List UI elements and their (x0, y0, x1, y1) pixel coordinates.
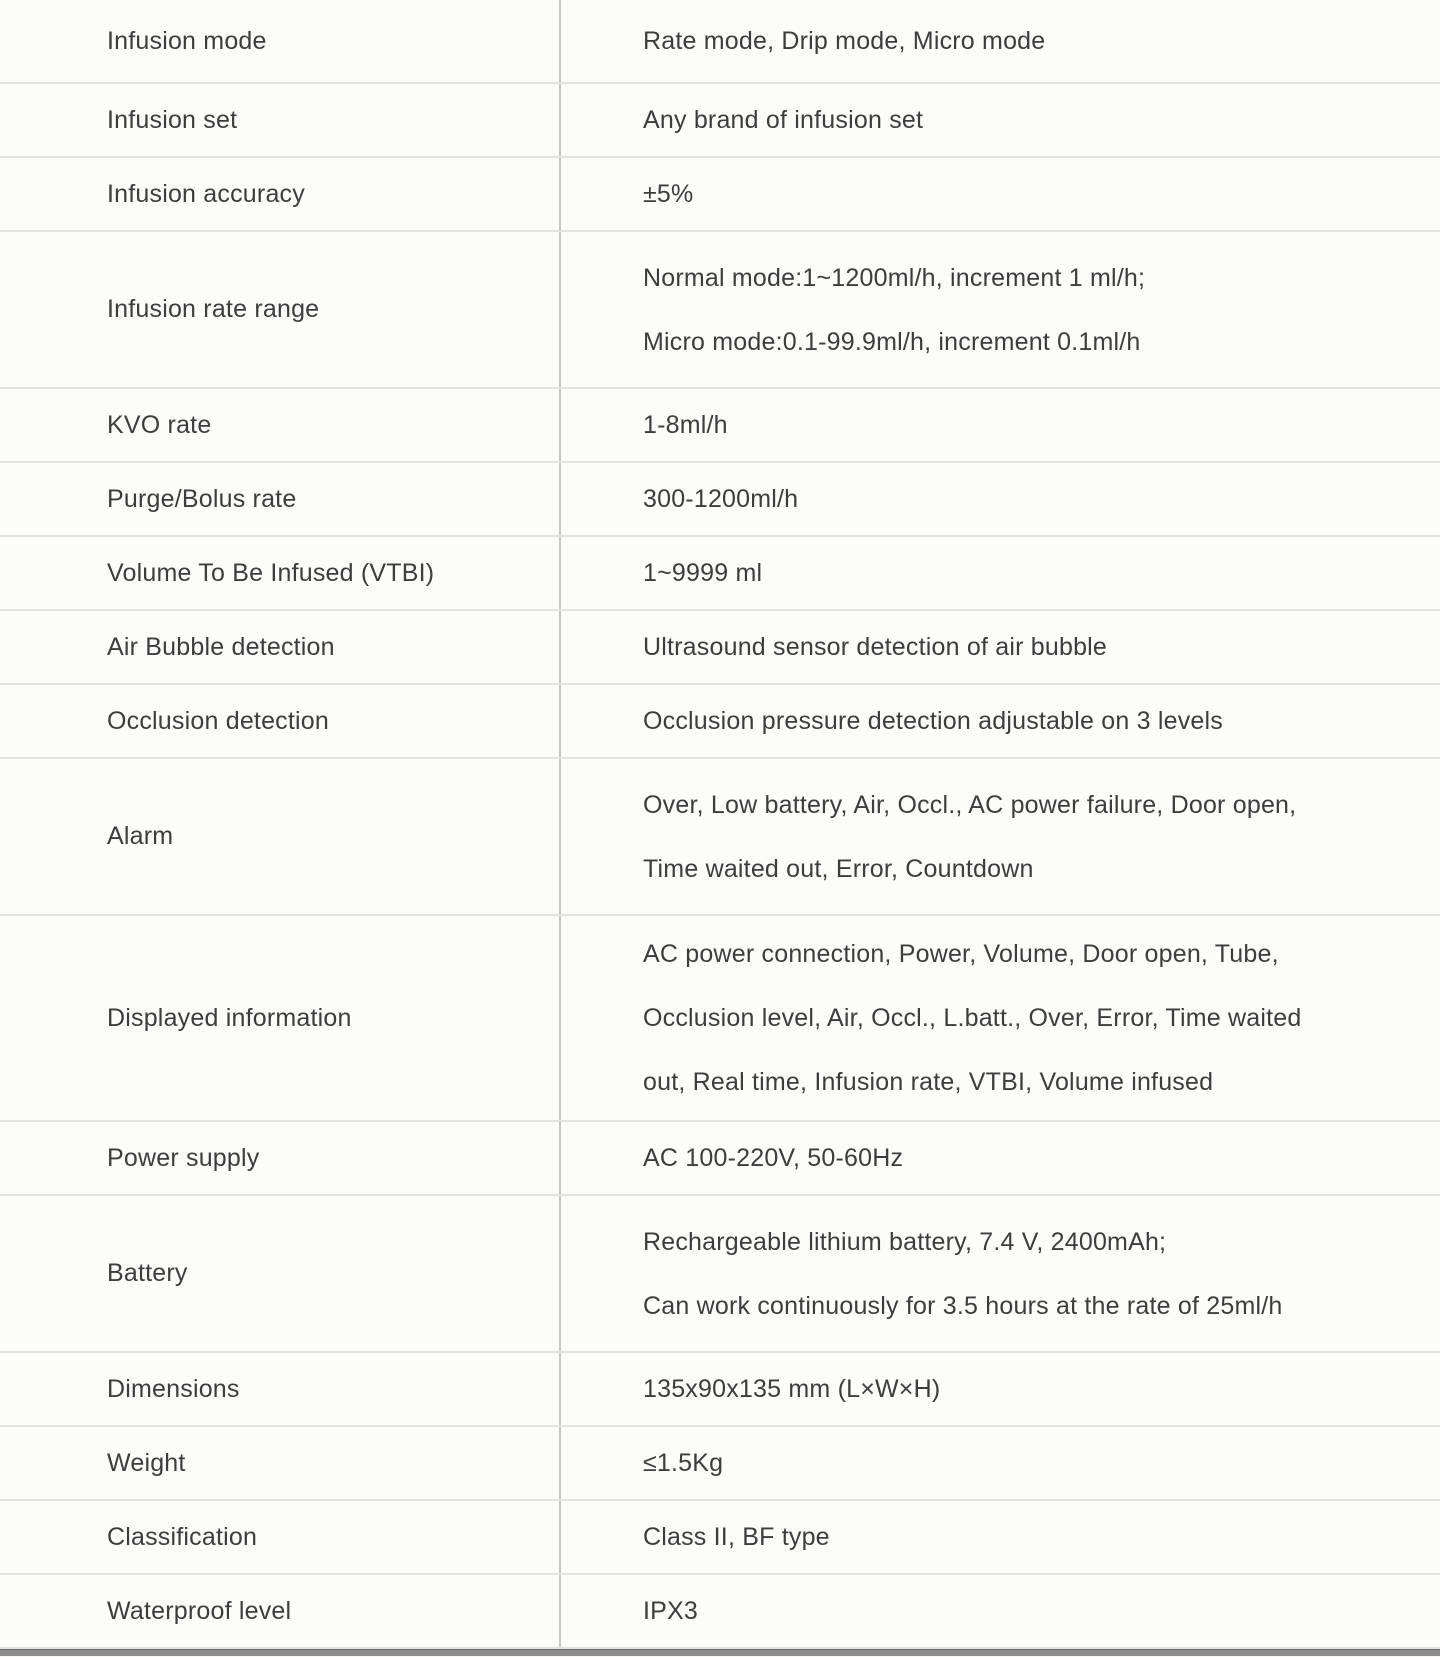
spec-label: Weight (0, 1427, 561, 1499)
table-row (0, 611, 1440, 685)
table-row (0, 1501, 1440, 1575)
spec-value (561, 232, 1440, 387)
spec-value (561, 1122, 1440, 1194)
value-line: ±5% (643, 180, 694, 208)
table-row (0, 158, 1440, 232)
table-row (0, 1196, 1440, 1353)
spec-value (561, 158, 1440, 230)
spec-label: Air Bubble detection (0, 611, 561, 683)
footer-bar (0, 1649, 1440, 1656)
spec-value (561, 1196, 1440, 1351)
spec-label: Dimensions (0, 1353, 561, 1425)
spec-value (561, 916, 1440, 1120)
spec-label: Infusion set (0, 84, 561, 156)
value-line: Ultrasound sensor detection of air bubble (643, 633, 1108, 661)
value-line: AC power connection, Power, Volume, Door open, Tube, (643, 940, 1279, 968)
value-line: Occlusion level, Air, Occl., L.batt., Over, Error, Time waited (643, 1004, 1302, 1032)
spec-label: Power supply (0, 1122, 561, 1194)
spec-value (561, 759, 1440, 914)
spec-label: Infusion rate range (0, 232, 561, 387)
table-row (0, 232, 1440, 389)
table-row (0, 537, 1440, 611)
spec-value (561, 1575, 1440, 1647)
value-line: Rate mode, Drip mode, Micro mode (643, 27, 1046, 55)
spec-value (561, 1501, 1440, 1573)
spec-value (561, 685, 1440, 757)
spec-label: Purge/Bolus rate (0, 463, 561, 535)
table-row (0, 1427, 1440, 1501)
value-line: IPX3 (643, 1597, 698, 1625)
spec-label: KVO rate (0, 389, 561, 461)
value-line: 135x90x135 mm (L×W×H) (643, 1375, 941, 1403)
value-line: Normal mode:1~1200ml/h, increment 1 ml/h; (643, 263, 1146, 292)
value-line: AC 100-220V, 50-60Hz (643, 1144, 904, 1172)
spec-label: Infusion mode (0, 0, 561, 82)
table-row (0, 0, 1440, 84)
value-line: Rechargeable lithium battery, 7.4 V, 2400mAh; (643, 1227, 1167, 1256)
spec-label: Alarm (0, 759, 561, 914)
value-line: Any brand of infusion set (643, 106, 924, 134)
table-row (0, 1575, 1440, 1649)
spec-value (561, 84, 1440, 156)
spec-value (561, 537, 1440, 609)
spec-label: Occlusion detection (0, 685, 561, 757)
table-row (0, 1353, 1440, 1427)
spec-label: Classification (0, 1501, 561, 1573)
spec-value (561, 1427, 1440, 1499)
table-row (0, 685, 1440, 759)
spec-label: Displayed information (0, 916, 561, 1120)
value-line: Time waited out, Error, Countdown (643, 854, 1034, 883)
value-line: ≤1.5Kg (643, 1449, 724, 1477)
spec-value (561, 1353, 1440, 1425)
spec-label: Infusion accuracy (0, 158, 561, 230)
value-line: Class II, BF type (643, 1523, 830, 1551)
value-line: 1~9999 ml (643, 559, 763, 587)
spec-value (561, 389, 1440, 461)
value-line: out, Real time, Infusion rate, VTBI, Volume infused (643, 1068, 1214, 1096)
value-line: Over, Low battery, Air, Occl., AC power failure, Door open, (643, 790, 1297, 819)
table-row (0, 916, 1440, 1122)
table-row (0, 84, 1440, 158)
spec-label: Volume To Be Infused (VTBI) (0, 537, 561, 609)
table-row (0, 389, 1440, 463)
spec-value (561, 463, 1440, 535)
table-row (0, 1122, 1440, 1196)
table-row (0, 463, 1440, 537)
value-line: Can work continuously for 3.5 hours at the rate of 25ml/h (643, 1291, 1283, 1320)
value-line: 300-1200ml/h (643, 485, 799, 513)
value-line: Micro mode:0.1-99.9ml/h, increment 0.1ml/h (643, 327, 1141, 356)
value-line: Occlusion pressure detection adjustable on 3 levels (643, 707, 1223, 735)
spec-label: Battery (0, 1196, 561, 1351)
spec-label: Waterproof level (0, 1575, 561, 1647)
spec-value (561, 611, 1440, 683)
spec-value (561, 0, 1440, 82)
table-row (0, 759, 1440, 916)
value-line: 1-8ml/h (643, 411, 728, 439)
